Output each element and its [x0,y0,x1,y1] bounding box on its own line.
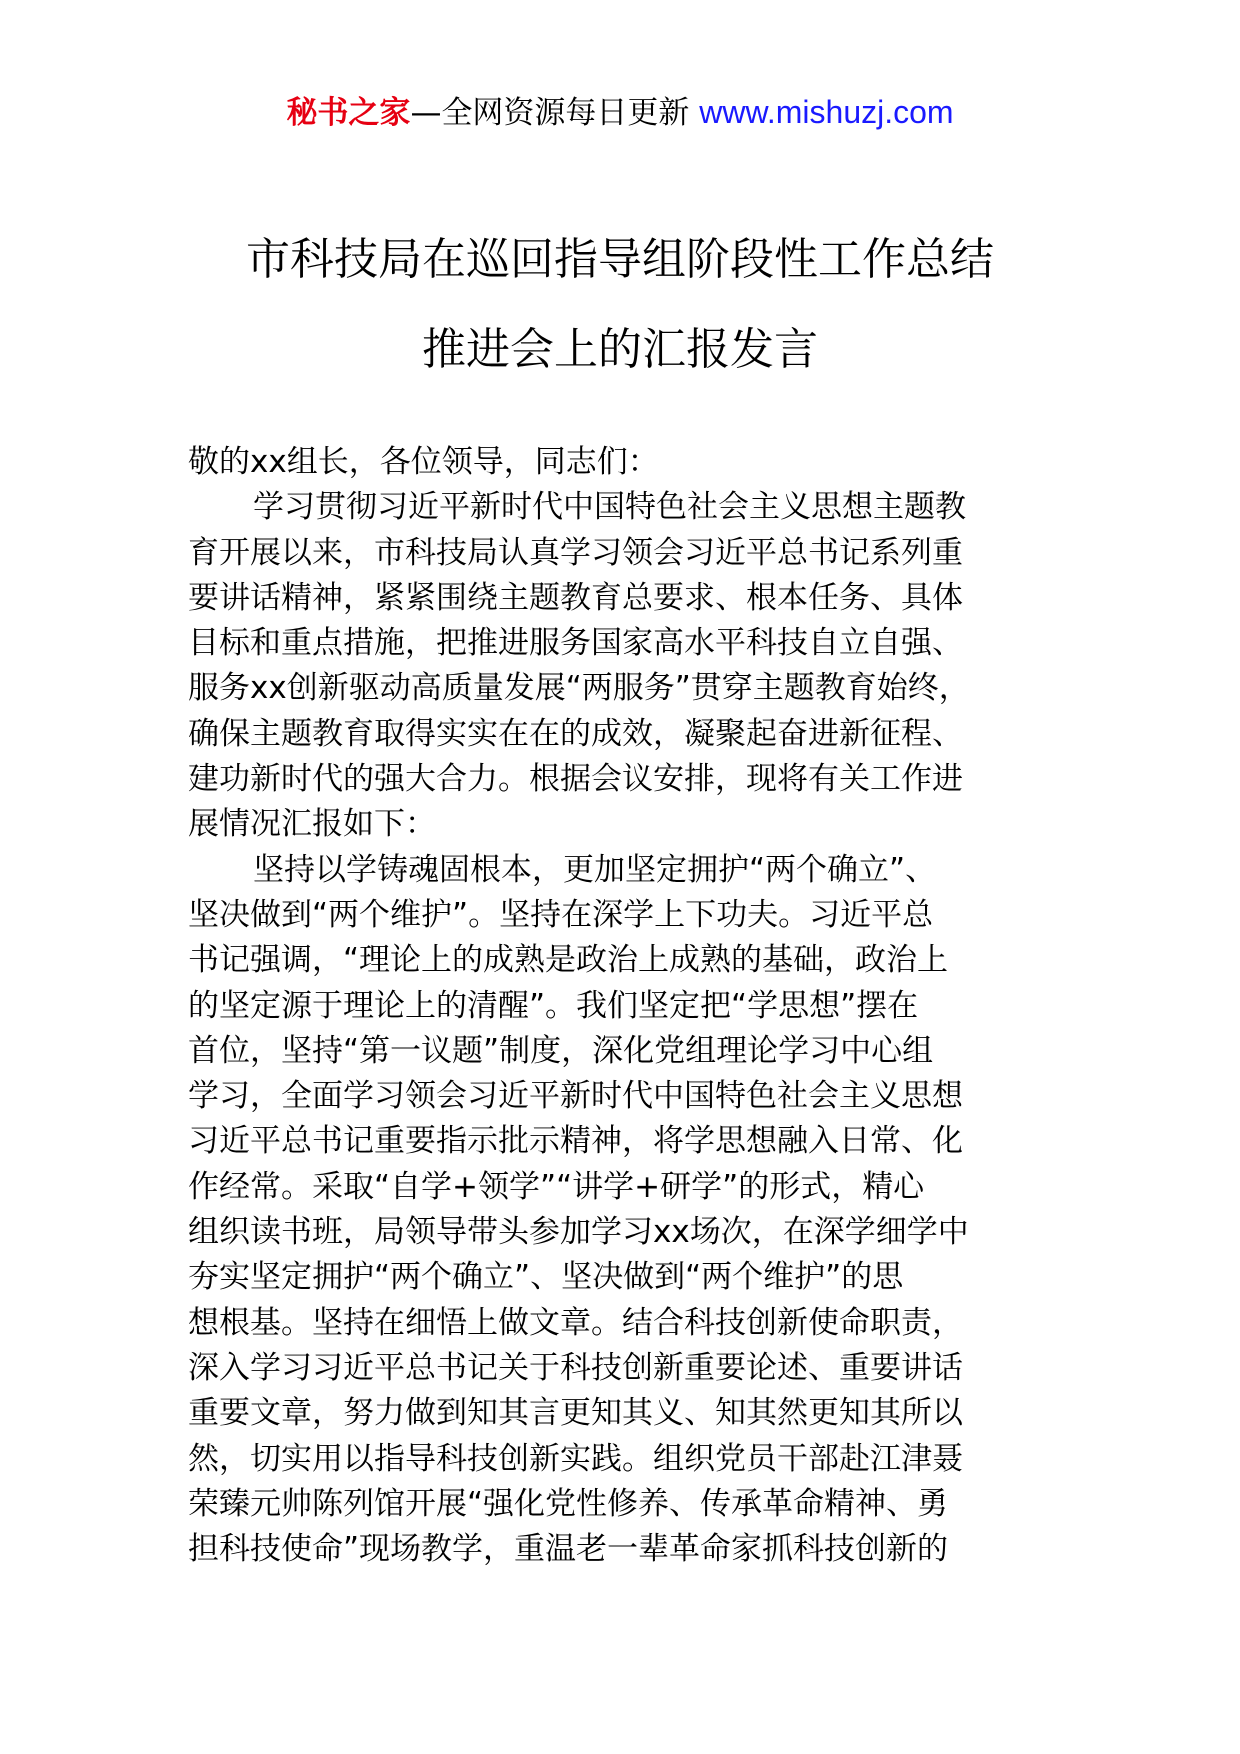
document-body [188,440,1088,1572]
text-line: 坚持以学铸魂固根本，更加坚定拥护“两个确立”、 [253,851,937,888]
site-header [0,92,1240,133]
text-line: 书记强调，“理论上的成熟是政治上成熟的基础，政治上 [188,942,949,979]
text-line: 作经常。采取“自学+领学”“讲学+研学”的形式，精心 [188,1168,925,1205]
text-line: 深入学习习近平总书记关于科技创新重要论述、重要讲话 [188,1349,963,1386]
text-line: 学习，全面学习领会习近平新时代中国特色社会主义思想 [188,1078,963,1115]
paragraph-1 [188,485,1088,847]
text-line: 展情况汇报如下： [188,806,436,843]
text-line: 学习贯彻习近平新时代中国特色社会主义思想主题教 [253,489,966,526]
text-line: 担科技使命”现场教学，重温老一辈革命家抓科技创新的 [188,1531,949,1568]
text-line: 荣臻元帅陈列馆开展“强化党性修养、传承革命精神、勇 [188,1485,949,1522]
document-title-line-1: 市科技局在巡回指导组阶段性工作总结 [246,234,994,285]
text-line: 目标和重点措施，把推进服务国家高水平科技自立自强、 [188,625,963,662]
text-line: 首位，坚持“第一议题”制度，深化党组理论学习中心组 [188,1032,934,1069]
text-line: 建功新时代的强大合力。根据会议安排，现将有关工作进 [188,761,963,798]
text-line: 然，切实用以指导科技创新实践。组织党员干部赴江津聂 [188,1440,963,1477]
document-title-line-2: 推进会上的汇报发言 [422,324,818,375]
text-line: 习近平总书记重要指示批示精神，将学思想融入日常、化 [188,1123,963,1160]
text-line: 确保主题教育取得实实在在的成效，凝聚起奋进新征程、 [188,715,963,752]
text-line: 育开展以来，市科技局认真学习领会习近平总书记系列重 [188,534,963,571]
text-line: 坚决做到“两个维护”。坚持在深学上下功夫。习近平总 [188,896,934,933]
paragraph-2 [188,848,1088,1573]
text-line: 服务xx创新驱动高质量发展“两服务”贯穿主题教育始终， [188,670,970,707]
brand-name: 秘书之家 [286,95,411,131]
text-line: 组织读书班，局领导带头参加学习xx场次，在深学细学中 [188,1214,969,1251]
salutation: 敬的xx组长，各位领导，同志们： [188,444,659,480]
text-line: 要讲话精神，紧紧围绕主题教育总要求、根本任务、具体 [188,579,963,616]
text-line: 重要文章，努力做到知其言更知其义、知其然更知其所以 [188,1395,963,1432]
header-tagline: —全网资源每日更新 [410,95,690,131]
text-line: 夯实坚定拥护“两个确立”、坚决做到“两个维护”的思 [188,1259,904,1296]
site-url-link[interactable]: www.mishuzj.com [699,94,954,130]
text-line: 想根基。坚持在细悟上做文章。结合科技创新使命职责， [188,1304,963,1341]
text-line: 的坚定源于理论上的清醒”。我们坚定把“学思想”摆在 [188,987,919,1024]
